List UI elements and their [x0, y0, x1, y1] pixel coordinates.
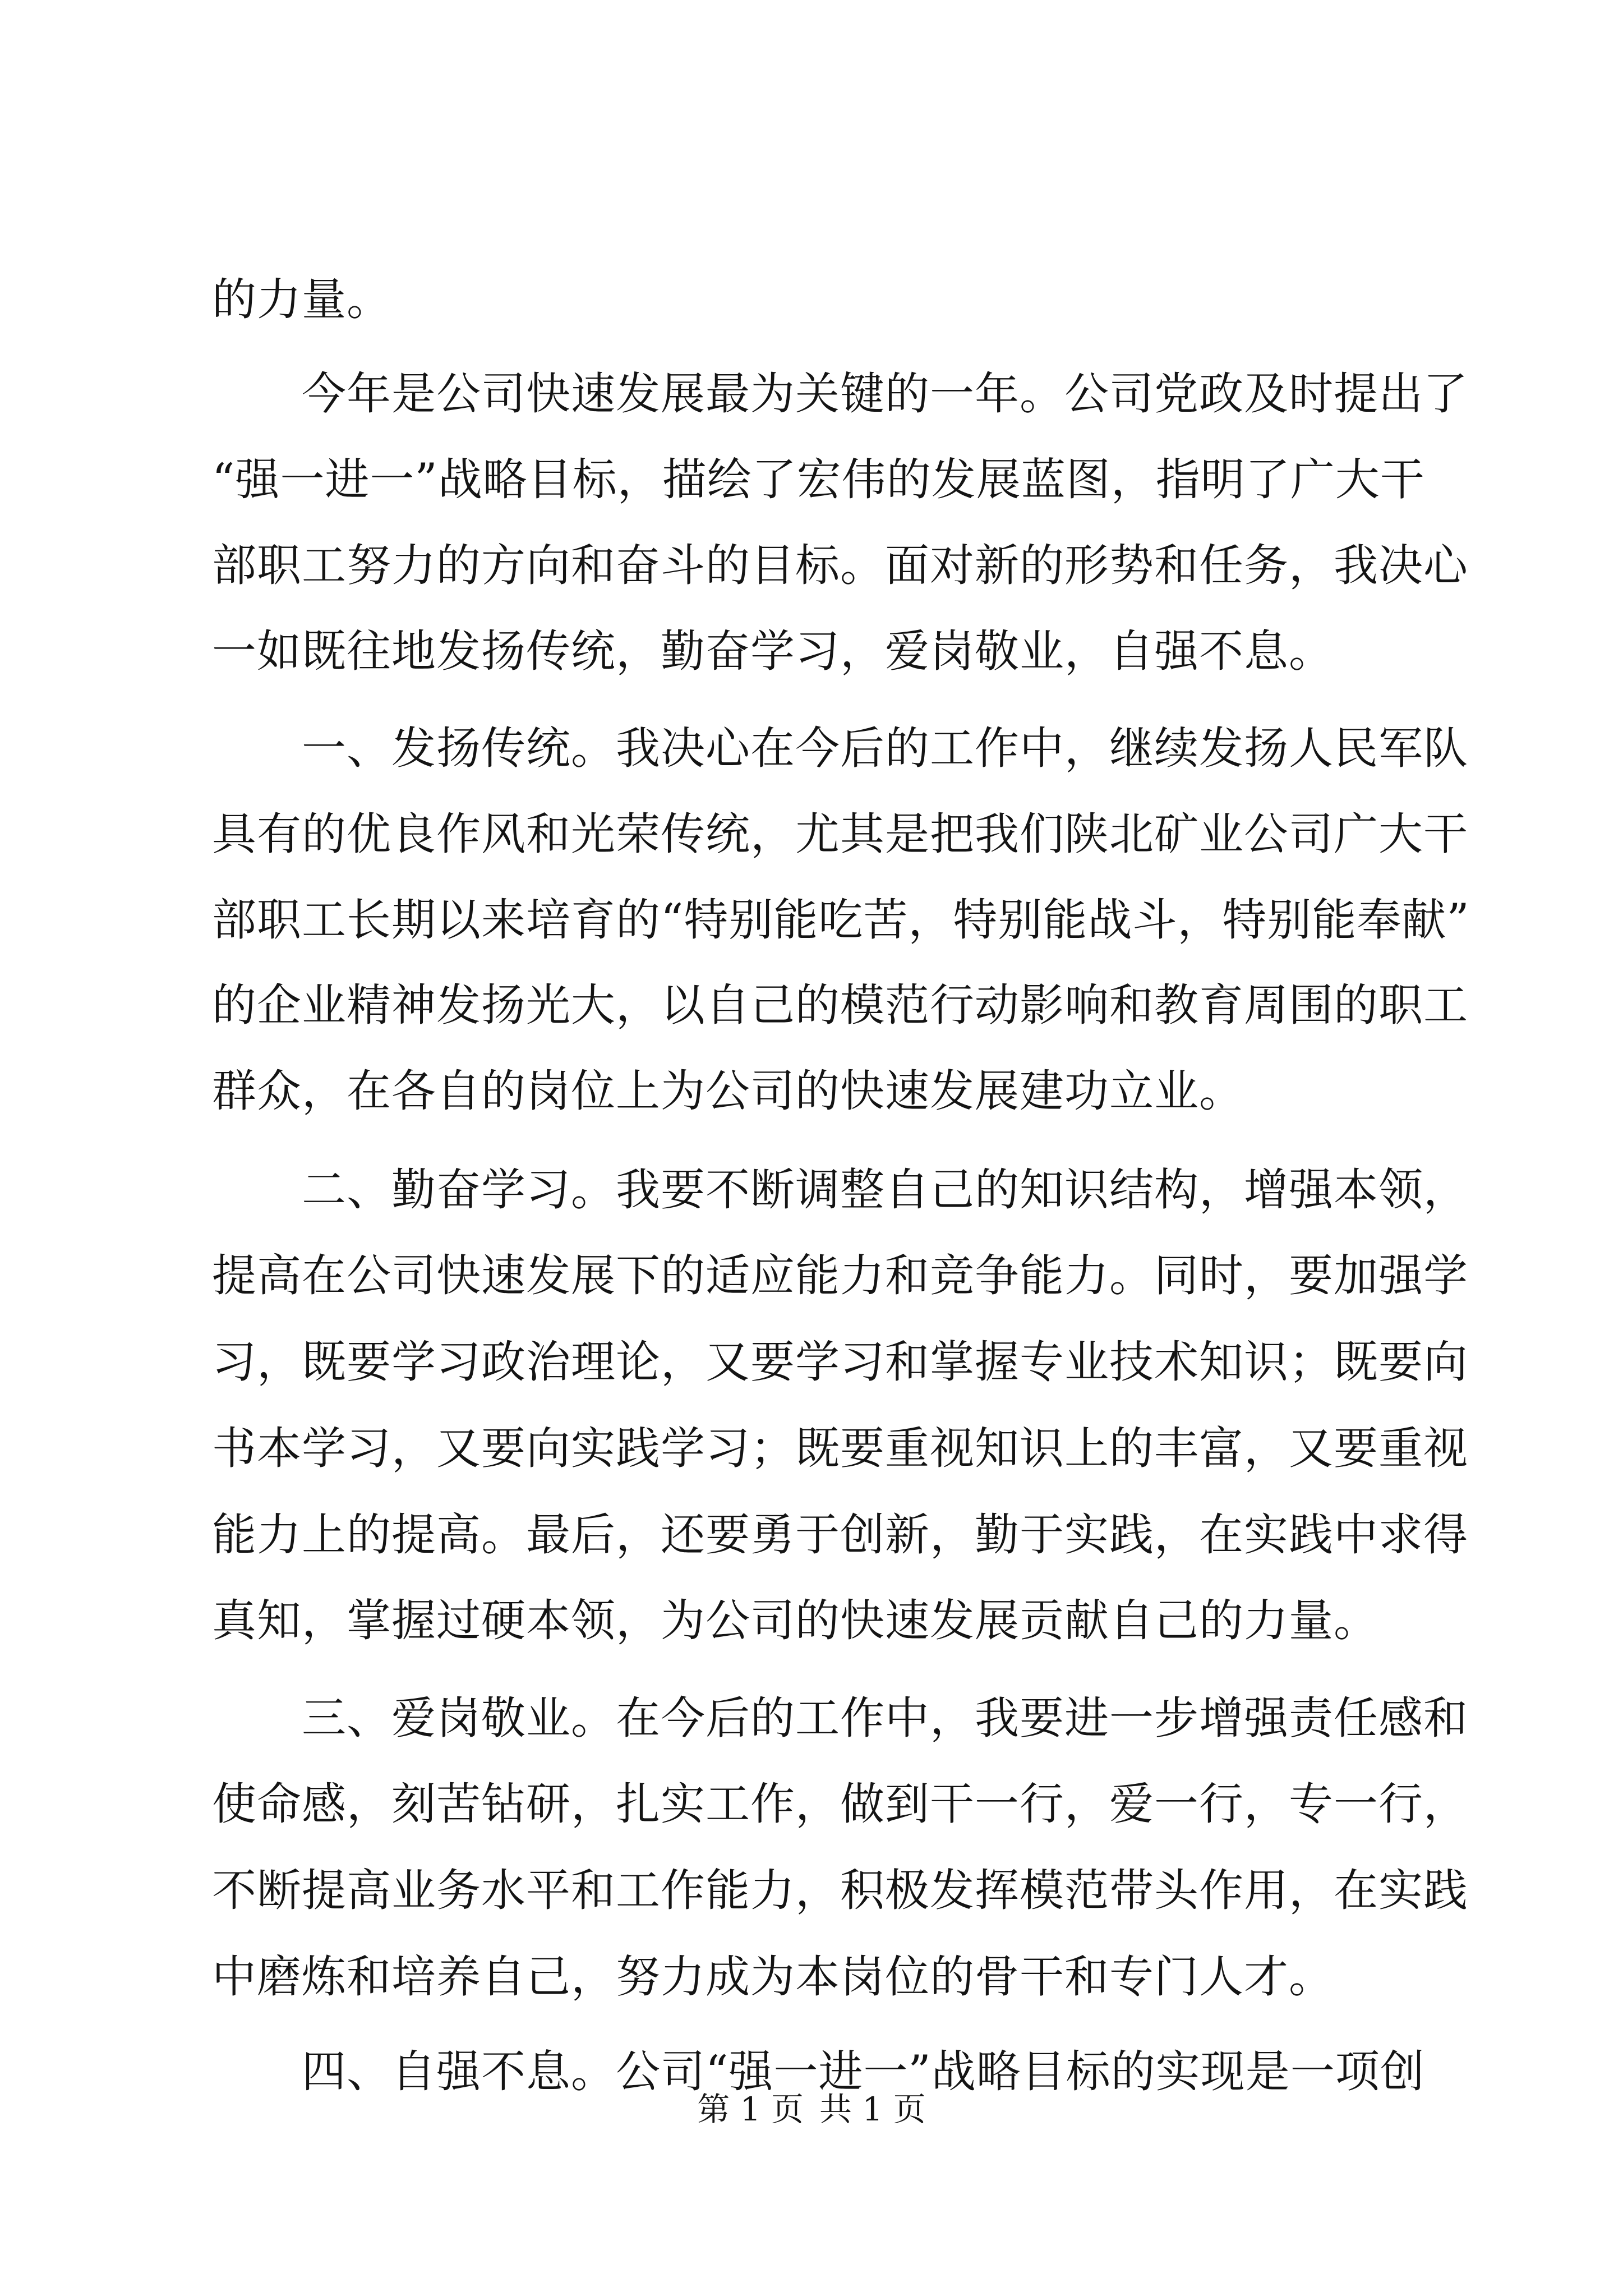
paragraph-first-line: 三、爱岗敬业。在今后的工作中，我要进一步增强责任感和 — [302, 1692, 1468, 1744]
text-line: 书本学习，又要向实践学习；既要重视知识上的丰富，又要重视 — [212, 1423, 1468, 1474]
paragraph-first-line: 今年是公司快速发展最为关键的一年。公司党政及时提出了 — [302, 368, 1468, 420]
text-line: 的力量。 — [212, 274, 391, 325]
text-line: 不断提高业务水平和工作能力，积极发挥模范带头作用，在实践 — [212, 1865, 1468, 1916]
page-number: 第 1 页 — [697, 2090, 804, 2128]
text-line: 一如既往地发扬传统，勤奋学习，爱岗敬业，自强不息。 — [212, 625, 1334, 677]
text-line: 能力上的提高。最后，还要勇于创新，勤于实践，在实践中求得 — [212, 1509, 1468, 1561]
page-total: 共 1 页 — [819, 2090, 926, 2128]
text-line: 部职工长期以来培育的“特别能吃苦，特别能战斗，特别能奉献” — [212, 894, 1470, 946]
text-line: 的企业精神发扬光大，以自己的模范行动影响和教育周围的职工 — [212, 979, 1468, 1031]
text-line: 真知，掌握过硬本领，为公司的快速发展贡献自己的力量。 — [212, 1595, 1378, 1646]
text-line: 群众，在各自的岗位上为公司的快速发展建功立业。 — [212, 1065, 1244, 1117]
text-line: “强一进一”战略目标，描绘了宏伟的发展蓝图，指明了广大干 — [212, 454, 1425, 505]
text-line: 中磨炼和培养自己，努力成为本岗位的骨干和专门人才。 — [212, 1951, 1334, 2003]
page-footer — [0, 2087, 1623, 2132]
paragraph-first-line: 二、勤奋学习。我要不断调整自己的知识结构，增强本领， — [302, 1164, 1468, 1216]
text-line: 习，既要学习政治理论，又要学习和掌握专业技术知识；既要向 — [212, 1336, 1468, 1388]
text-line: 使命感，刻苦钻研，扎实工作，做到干一行，爱一行，专一行， — [212, 1778, 1468, 1830]
paragraph-first-line: 一、发扬传统。我决心在今后的工作中，继续发扬人民军队 — [302, 723, 1468, 774]
text-line: 部职工努力的方向和奋斗的目标。面对新的形势和任务，我决心 — [212, 540, 1468, 591]
text-line: 具有的优良作风和光荣传统，尤其是把我们陕北矿业公司广大干 — [212, 808, 1468, 860]
paragraph-first-line: 四、自强不息。公司“强一进一”战略目标的实现是一项创 — [302, 2046, 1425, 2097]
text-line: 提高在公司快速发展下的适应能力和竞争能力。同时，要加强学 — [212, 1250, 1468, 1301]
